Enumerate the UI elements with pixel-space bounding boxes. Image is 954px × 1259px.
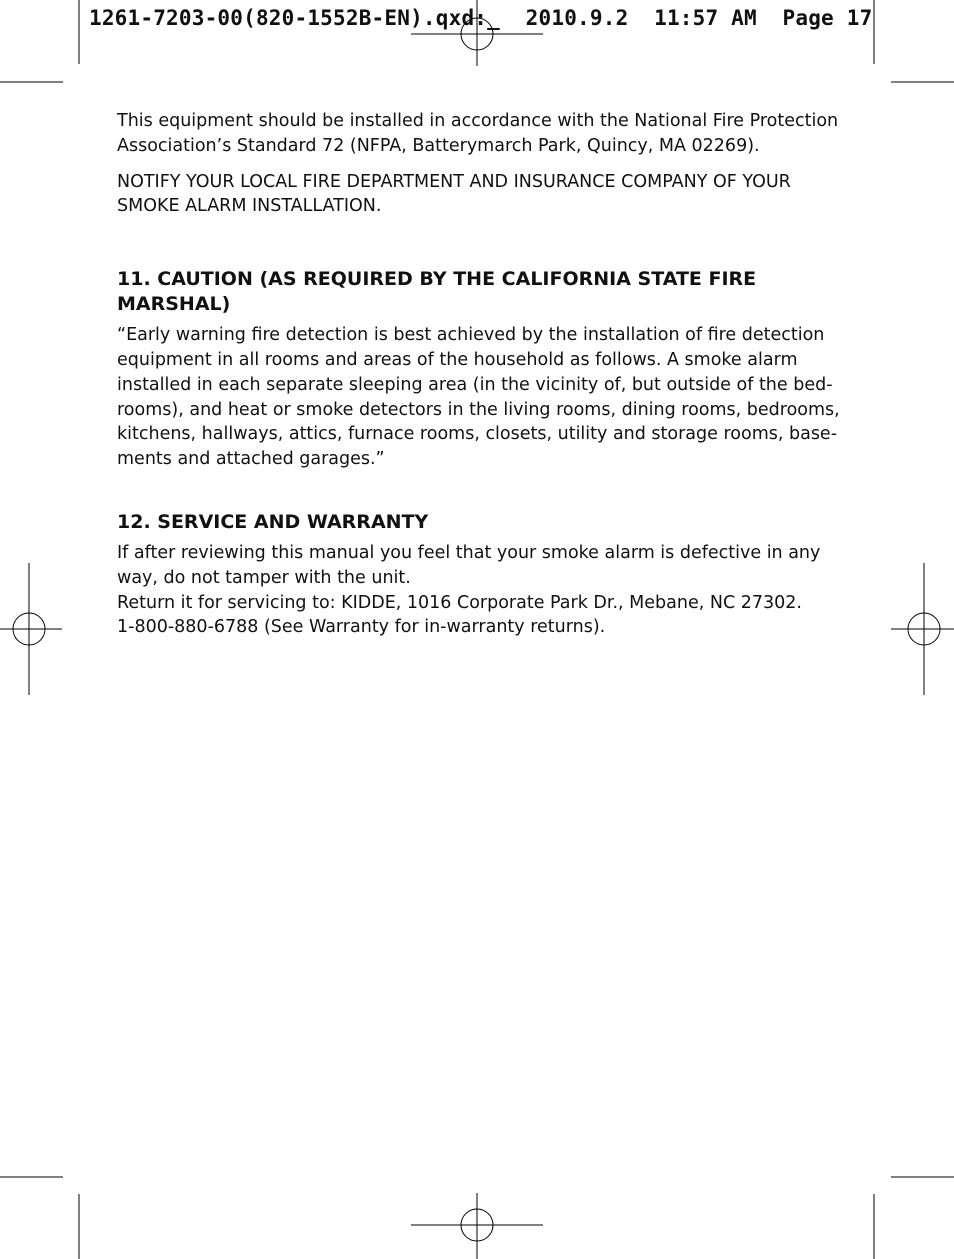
section-11-heading: 11. CAUTION (AS REQUIRED BY THE CALIFORNIA STATE FIRE MARSHAL)	[117, 268, 757, 316]
caution-paragraph: “Early warning fire detection is best achieved by the installation of fire detection equipment in all rooms and areas of the household as follows. A smoke alarm installed in each separate sleeping area (in the vicinity of, but outside of the bed- rooms), and heat or smoke detectors in the living rooms, dining rooms, bedrooms, kitchens, hallways, attics, furnace rooms, closets, utility and storage rooms, base- ments and attached garages.”	[117, 325, 840, 470]
registration-mark-left	[0, 563, 62, 695]
notify-paragraph: NOTIFY YOUR LOCAL FIRE DEPARTMENT AND INSURANCE COMPANY OF YOUR SMOKE ALARM INSTALLATION.	[117, 171, 791, 217]
page-content	[117, 109, 847, 640]
registration-mark-right	[891, 563, 954, 695]
registration-mark-top	[411, 0, 543, 66]
phone-line: 1-800-880-6788 (See Warranty for in-warranty returns).	[117, 617, 606, 638]
print-slug-line: 1261-7203-00(820-1552B-EN).qxd:_ 2010.9.2 11:57 AM Page 17	[89, 6, 873, 30]
service-paragraph: If after reviewing this manual you feel that your smoke alarm is defective in any way, do not tamper with the unit.	[117, 542, 821, 588]
section-12-heading: 12. SERVICE AND WARRANTY	[117, 510, 429, 533]
nfpa-paragraph: This equipment should be installed in accordance with the National Fire Protection Association’s Standard 72 (NFPA, Batterymarch Park, Quincy, MA 02269).	[117, 111, 839, 156]
registration-mark-bottom	[411, 1193, 543, 1259]
return-address-line: Return it for servicing to: KIDDE, 1016 Corporate Park Dr., Mebane, NC 27302.	[117, 592, 802, 613]
